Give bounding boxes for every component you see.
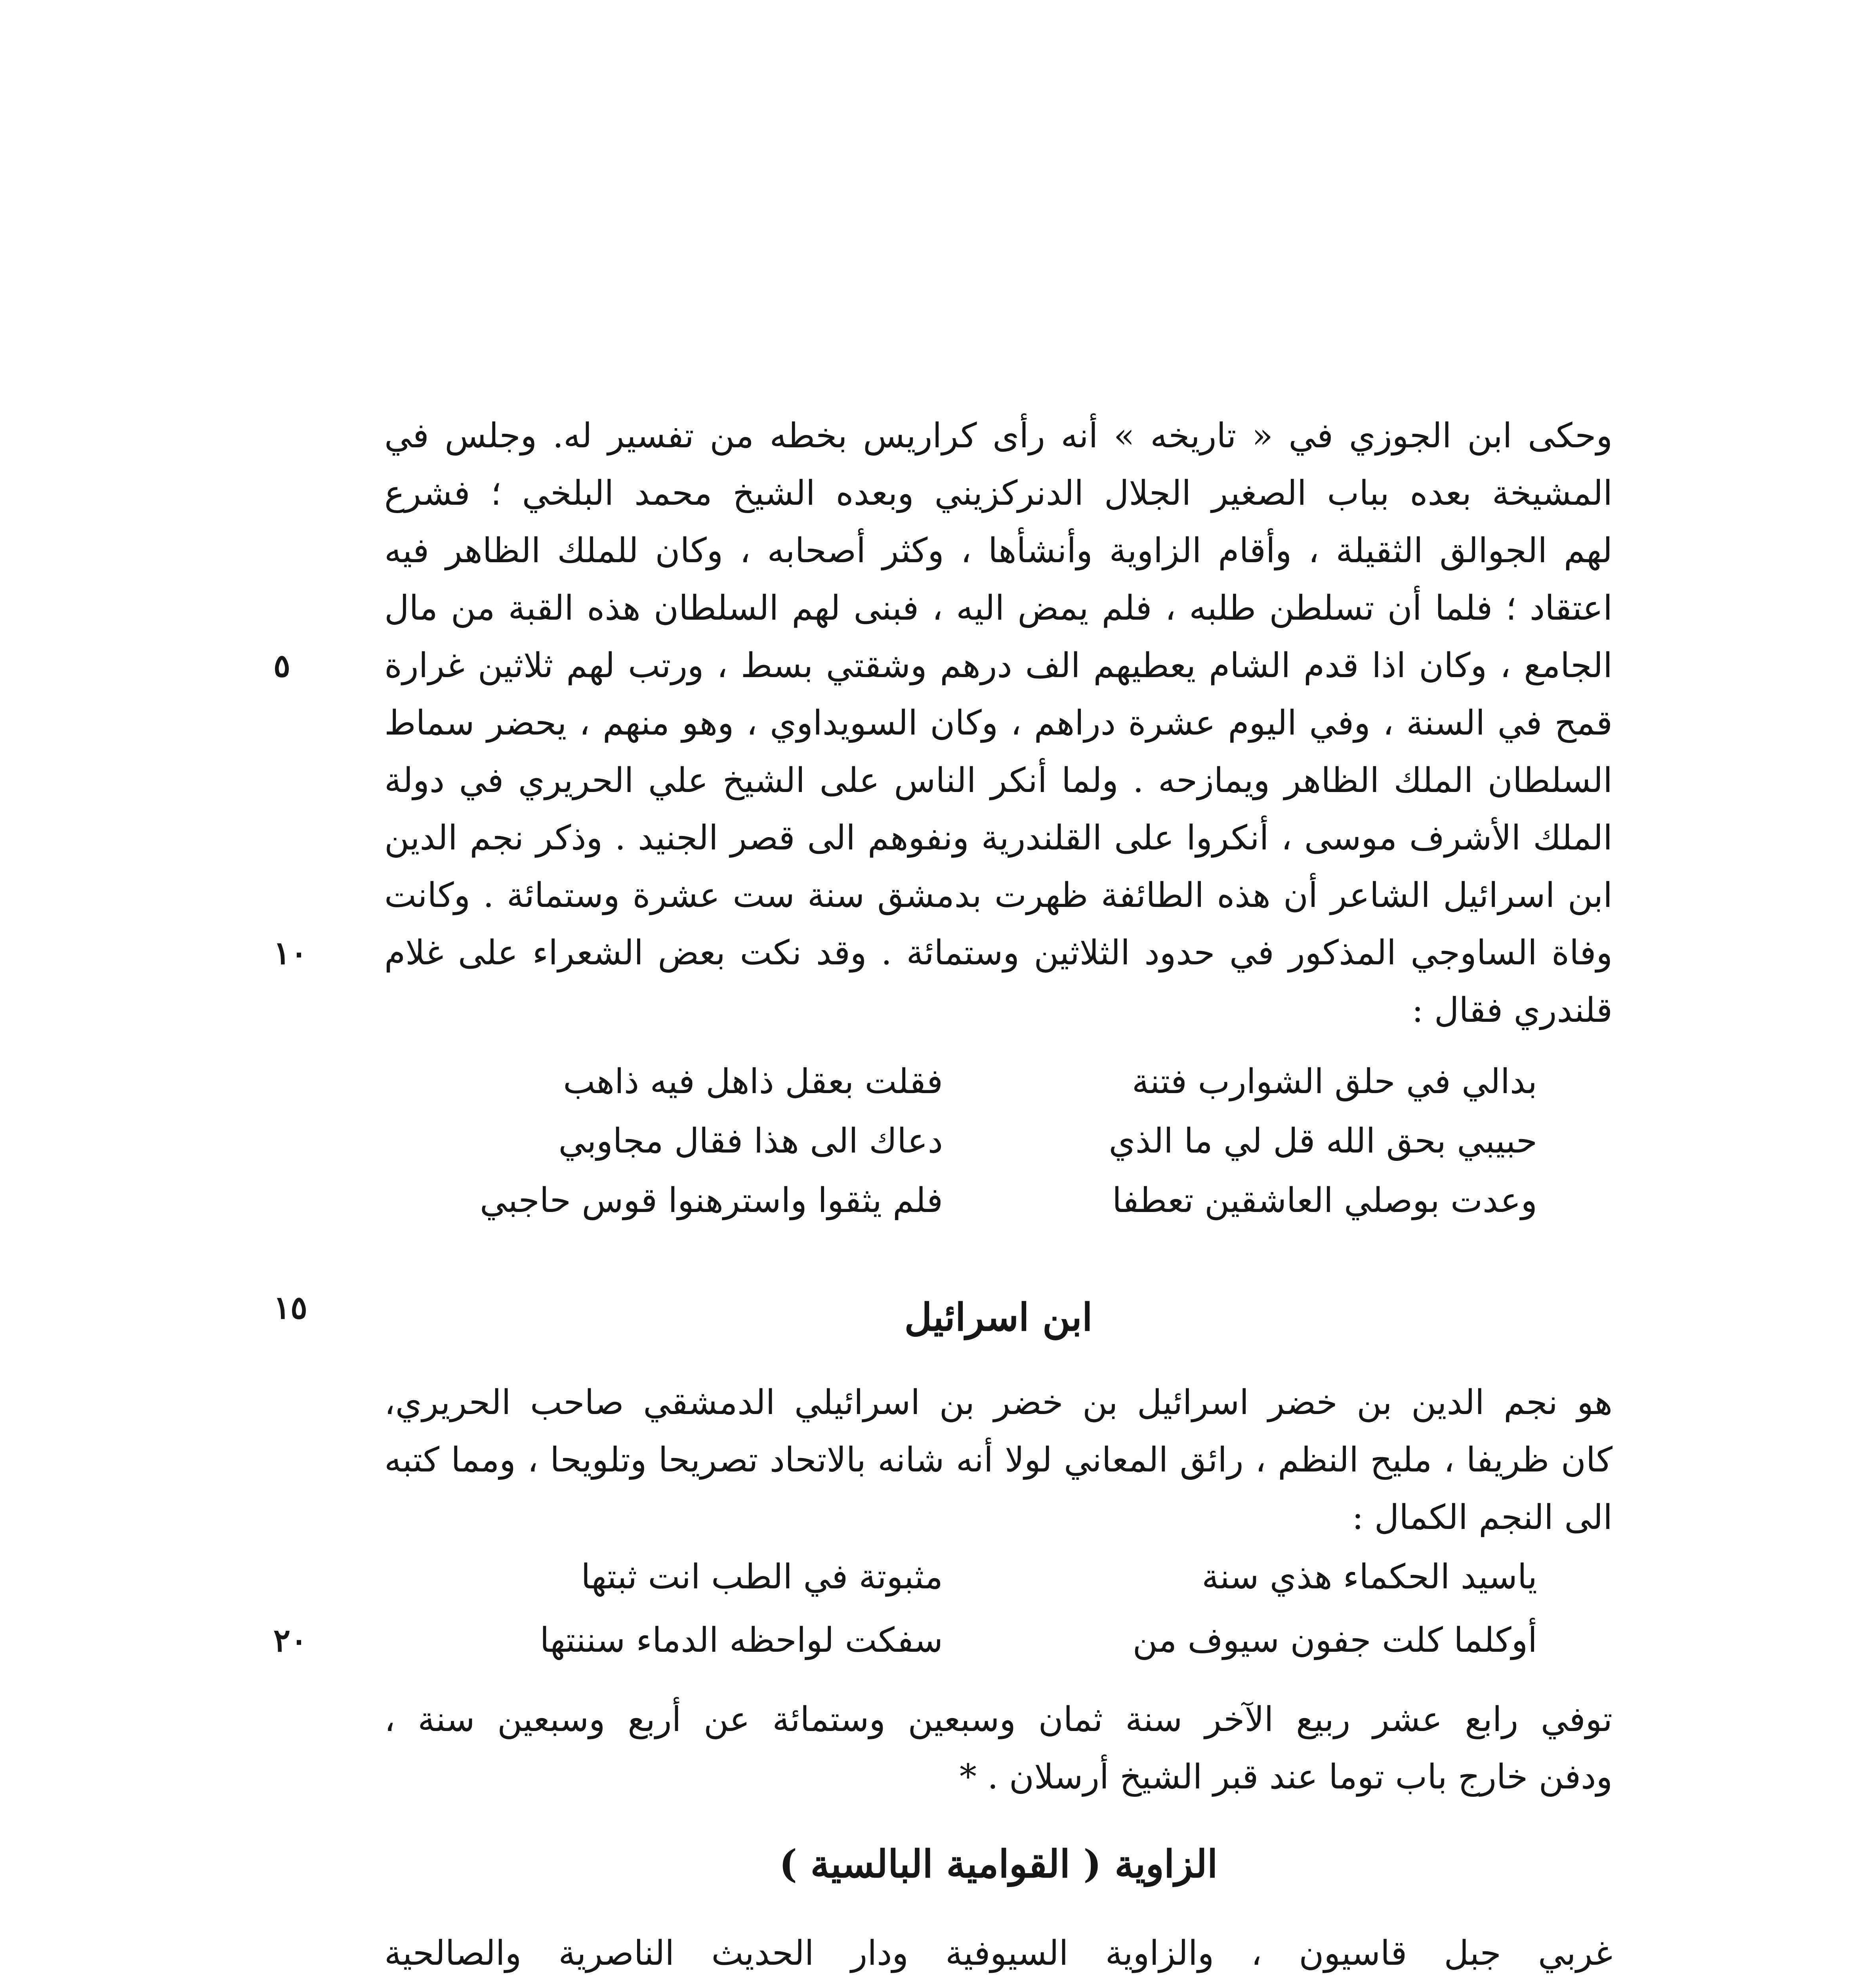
paragraph-line: المشيخة بعده بباب الصغير الجلال الدنركزيني وبعده الشيخ محمد البلخي ؛ فشرع xyxy=(384,473,1613,513)
paragraph-line: الى النجم الكمال : xyxy=(1352,1498,1613,1537)
paragraph-line: هو نجم الدين بن خضر اسرائيل بن خضر بن اسرائيلي الدمشقي صاحب الحريري، xyxy=(384,1383,1613,1422)
paragraph-line: وفاة الساوجي المذكور في حدود الثلاثين وستمائة . وقد نكت بعض الشعراء على غلام xyxy=(384,933,1613,973)
paragraph-line: قمح في السنة ، وفي اليوم عشرة دراهم ، وكان السويداوي ، وهو منهم ، يحضر سماط xyxy=(384,703,1613,743)
paragraph-line: الجامع ، وكان اذا قدم الشام يعطيهم الف درهم وشقتي بسط ، ورتب لهم ثلاثين غرارة xyxy=(384,646,1613,685)
paragraph-line: توفي رابع عشر ربيع الآخر سنة ثمان وسبعين وستمائة عن أربع وسبعين سنة ، xyxy=(384,1700,1613,1739)
verse-second-hemistich: سفكت لواحظه الدماء سننتها xyxy=(540,1620,943,1660)
paragraph-line: لهم الجوالق الثقيلة ، وأقام الزاوية وأنشأها ، وكثر أصحابه ، وكان للملك الظاهر فيه xyxy=(384,531,1613,571)
verse-second-hemistich: فلم يثقوا واسترهنوا قوس حاجبي xyxy=(479,1181,943,1220)
verse-first-hemistich: بدالي في حلق الشوارب فتنة xyxy=(1132,1062,1537,1101)
paragraph-line: ودفن خارج باب توما عند قبر الشيخ أرسلان . * xyxy=(959,1757,1613,1797)
line-number: ١٥ xyxy=(273,1289,307,1326)
paragraph-line: قلندري فقال : xyxy=(1412,990,1613,1030)
paragraph-line: وحكى ابن الجوزي في « تاريخه » أنه رأى كراريس بخطه من تفسير له. وجلس في xyxy=(384,416,1613,456)
line-number: ٥ xyxy=(273,647,290,684)
verse-first-hemistich: وعدت بوصلي العاشقين تعطفا xyxy=(1112,1181,1537,1220)
line-number: ٢٠ xyxy=(273,1622,307,1659)
paragraph-line: غربي جبل قاسيون ، والزاوية السيوفية ودار الحديث الناصرية والصالحية xyxy=(384,1933,1613,1973)
section-heading: ابن اسرائيل xyxy=(904,1295,1093,1340)
verse-first-hemistich: حبيبي بحق الله قل لي ما الذي xyxy=(1109,1121,1537,1161)
verse-first-hemistich: ياسيد الحكماء هذي سنة xyxy=(1202,1557,1537,1597)
verse-second-hemistich: فقلت بعقل ذاهل فيه ذاهب xyxy=(563,1062,943,1101)
paragraph-line: ابن اسرائيل الشاعر أن هذه الطائفة ظهرت بدمشق سنة ست عشرة وستمائة . وكانت xyxy=(384,876,1613,915)
paragraph-line: كان ظريفا ، مليح النظم ، رائق المعاني لولا أنه شانه بالاتحاد تصريحا وتلويحا ، ومما كتبه xyxy=(384,1440,1613,1480)
paragraph-line: الملك الأشرف موسى ، أنكروا على القلندرية ونفوهم الى قصر الجنيد . وذكر نجم الدين xyxy=(384,818,1613,858)
verse-first-hemistich: أوكلما كلت جفون سيوف من xyxy=(1132,1620,1537,1660)
verse-second-hemistich: دعاك الى هذا فقال مجاوبي xyxy=(558,1121,943,1161)
verse-second-hemistich: مثبوتة في الطب انت ثبتها xyxy=(581,1557,943,1597)
line-number: ١٠ xyxy=(273,934,307,971)
paragraph-line: السلطان الملك الظاهر ويمازحه . ولما أنكر الناس على الشيخ علي الحريري في دولة xyxy=(384,761,1613,800)
section-heading: الزاوية ( القوامية البالسية ) xyxy=(779,1842,1218,1886)
paragraph-line: اعتقاد ؛ فلما أن تسلطن طلبه ، فلم يمض اليه ، فبنى لهم السلطان هذه القبة من مال xyxy=(384,588,1613,628)
